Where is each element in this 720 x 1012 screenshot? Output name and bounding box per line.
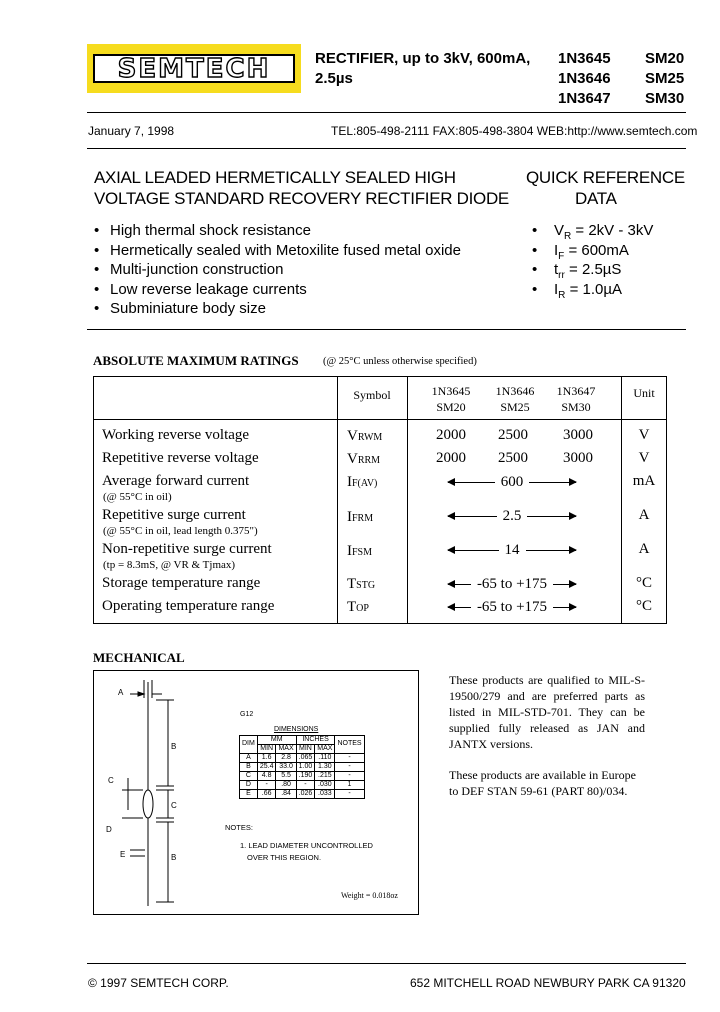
dimension-header: NOTES (335, 735, 364, 753)
table-cell: - (296, 780, 315, 789)
arrow-right-icon (527, 516, 576, 517)
quick-reference-item: • $I_R = 1.0\mu A$ (532, 281, 623, 301)
part-column-header: 1N3647 (556, 384, 596, 398)
parameter-name: Operating temperature range (102, 598, 275, 614)
rating-value: 3000 (563, 450, 593, 466)
part-number: SM25 (645, 70, 685, 87)
part-column-header: SM20 (436, 400, 466, 414)
table-row (240, 753, 365, 762)
dimension-label: C (108, 776, 114, 785)
quick-reference-heading-line2: DATA (575, 189, 617, 208)
table-cell: 25.4 (257, 762, 276, 771)
rating-unit: A (638, 507, 650, 523)
table-cell: 1.00 (296, 762, 315, 771)
table-cell: .190 (296, 771, 315, 780)
arrow-left-icon (448, 550, 499, 551)
table-cell: 1 (335, 780, 364, 789)
arrow-left-icon (448, 584, 471, 585)
parameter-name: Working reverse voltage (102, 427, 250, 443)
table-cell: .065 (296, 753, 315, 762)
parameter-name: Average forward current (102, 473, 250, 489)
copyright: © 1997 SEMTECH CORP. (88, 976, 229, 990)
rating-value: 2000 (436, 427, 466, 443)
dimension-label: B (171, 742, 177, 751)
table-cell: 1.6 (257, 753, 276, 762)
table-cell: D (240, 780, 258, 789)
table-cell: .110 (315, 753, 335, 762)
part-column-header: SM25 (500, 400, 530, 414)
rating-value: 2500 (498, 450, 528, 466)
parameter-name: Non-repetitive surge current (102, 541, 272, 557)
dimension-label: B (171, 853, 177, 862)
dimension-header: DIM (240, 735, 258, 753)
contact-info: TEL:805-498-2111 FAX:805-498-3804 WEB:http://www.semtech.com (331, 124, 698, 138)
feature-item: • Subminiature body size (94, 300, 266, 317)
divider (87, 963, 686, 964)
table-cell: C (240, 771, 258, 780)
parameter-symbol: TSTG (347, 576, 376, 592)
table-cell: .84 (276, 789, 296, 798)
table-row (240, 780, 365, 789)
parameter-symbol: IFRM (347, 509, 374, 525)
part-column-header: 1N3646 (495, 384, 535, 398)
description-heading-line1: AXIAL LEADED HERMETICALLY SEALED HIGH (94, 168, 456, 187)
note-text: OVER THIS REGION. (247, 853, 322, 862)
part-column-header: SM30 (561, 400, 591, 414)
table-row (240, 762, 365, 771)
feature-item: • Hermetically sealed with Metoxilite fused metal oxide (94, 242, 461, 259)
symbol-column-header: Symbol (353, 388, 391, 402)
column-rule (337, 376, 338, 624)
parameter-condition: (@ 55°C in oil, lead length 0.375") (103, 525, 258, 537)
quick-reference-heading-line1: QUICK REFERENCE (526, 168, 685, 187)
arrow-left-icon (448, 516, 497, 517)
table-cell: .66 (257, 789, 276, 798)
table-cell: .030 (315, 780, 335, 789)
unit-column-header: Unit (633, 386, 655, 400)
parameter-symbol: VRRM (347, 451, 381, 467)
ratings-condition: (@ 25°C unless otherwise specified) (323, 356, 477, 367)
value-range-arrow (448, 541, 576, 559)
ratings-title: ABSOLUTE MAXIMUM RATINGS (93, 353, 299, 368)
dimension-subheader: MAX (315, 744, 335, 753)
parameter-name: Repetitive surge current (102, 507, 246, 523)
part-number: SM20 (645, 50, 685, 67)
value-range-arrow (448, 598, 576, 616)
dimension-label: C (171, 801, 177, 810)
table-cell: - (257, 780, 276, 789)
notes-title: NOTES: (225, 823, 253, 832)
dimension-label: A (118, 688, 124, 697)
value-range-arrow (448, 507, 576, 525)
dimension-subheader: MIN (257, 744, 276, 753)
rating-unit: V (638, 427, 650, 443)
table-row (240, 789, 365, 798)
rating-unit: mA (632, 473, 656, 489)
divider (87, 112, 686, 113)
arrow-right-icon (553, 607, 576, 608)
arrow-right-icon (526, 550, 577, 551)
feature-item: • Low reverse leakage currents (94, 281, 307, 298)
rating-unit: V (638, 450, 650, 466)
diode-outline-drawing (100, 680, 190, 910)
rating-value: 2.5 (497, 508, 528, 525)
table-cell: 5.5 (276, 771, 296, 780)
company-address: 652 MITCHELL ROAD NEWBURY PARK CA 91320 (410, 976, 686, 990)
rating-unit: °C (635, 598, 652, 614)
part-number: SM30 (645, 90, 685, 107)
parameter-name: Storage temperature range (102, 575, 261, 591)
part-column-header: 1N3645 (431, 384, 471, 398)
rating-unit: °C (635, 575, 652, 591)
ratings-header-rule (93, 419, 667, 420)
parameter-symbol: TOP (347, 599, 369, 615)
table-cell: 4.8 (257, 771, 276, 780)
rating-value: 14 (499, 542, 526, 559)
quick-reference-item: • $t_{rr} = 2.5\mu S$ (532, 261, 622, 281)
dimension-label: E (120, 850, 126, 859)
parameter-symbol: IF(AV) (347, 474, 378, 490)
product-title-line1: RECTIFIER, up to 3kV, 600mA, (315, 50, 531, 67)
description-heading-line2: VOLTAGE STANDARD RECOVERY RECTIFIER DIODE (94, 189, 509, 208)
dimensions-table (239, 726, 365, 799)
column-rule (407, 376, 408, 624)
package-code: G12 (240, 711, 254, 718)
rating-value: 600 (495, 474, 530, 491)
dimension-subheader: MAX (276, 744, 296, 753)
table-cell: - (335, 789, 364, 798)
table-cell: 2.8 (276, 753, 296, 762)
table-cell: B (240, 762, 258, 771)
semtech-logo (87, 44, 301, 93)
table-cell: - (335, 753, 364, 762)
table-cell: 1.30 (315, 762, 335, 771)
part-number: 1N3647 (558, 90, 611, 107)
feature-item: • High thermal shock resistance (94, 222, 311, 239)
table-cell: 33.0 (276, 762, 296, 771)
table-cell: .026 (296, 789, 315, 798)
table-cell: A (240, 753, 258, 762)
dimensions-table-title: DIMENSIONS (273, 726, 319, 734)
mechanical-title: MECHANICAL (93, 650, 185, 665)
arrow-right-icon (553, 584, 576, 585)
rating-unit: A (638, 541, 650, 557)
parameter-name: Repetitive reverse voltage (102, 450, 259, 466)
quick-reference-item: • $I_F = 600mA$ (532, 242, 629, 262)
quick-reference-item: • $V_R = 2kV - 3kV$ (532, 222, 654, 242)
rating-value: 2000 (436, 450, 466, 466)
table-cell: - (335, 771, 364, 780)
value-range-arrow (448, 473, 576, 491)
part-number: 1N3646 (558, 70, 611, 87)
table-row (240, 771, 365, 780)
part-number: 1N3645 (558, 50, 611, 67)
arrow-left-icon (448, 482, 495, 483)
rating-value: 2500 (498, 427, 528, 443)
dimension-header: INCHES (296, 735, 335, 744)
dimension-label: D (106, 825, 112, 834)
parameter-condition: (@ 55°C in oil) (103, 491, 172, 503)
table-cell: .215 (315, 771, 335, 780)
logo-text: SEMTECH (117, 53, 271, 84)
logo-frame (93, 54, 295, 83)
table-cell: .033 (315, 789, 335, 798)
arrow-left-icon (448, 607, 471, 608)
divider (87, 148, 686, 149)
weight-label: Weight = 0.018oz (341, 891, 398, 900)
parameter-symbol: IFSM (347, 543, 373, 559)
divider (87, 329, 686, 330)
document-date: January 7, 1998 (88, 124, 175, 138)
parameter-condition: (tp = 8.3mS, @ VR & Tjmax) (103, 559, 236, 571)
rating-value: -65 to +175 (471, 599, 553, 616)
rating-value: 3000 (563, 427, 593, 443)
arrow-right-icon (529, 482, 576, 483)
table-cell: - (335, 762, 364, 771)
dimension-header: MM (257, 735, 296, 744)
availability-paragraph: These products are available in Europe to DEF STAN 59-61 (PART 80)/034. (449, 768, 636, 798)
feature-item: • Multi-junction construction (94, 261, 284, 278)
parameter-symbol: VRWM (347, 428, 383, 444)
rating-value: -65 to +175 (471, 576, 553, 593)
dimension-subheader: MIN (296, 744, 315, 753)
qualification-paragraph: These products are qualified to MIL-S-19500/279 and are preferred parts as listed in MIL-STD-701. They can be supplied fully released as JAN and JANTX versions. (449, 673, 645, 751)
value-range-arrow (448, 575, 576, 593)
table-cell: E (240, 789, 258, 798)
note-text: 1. LEAD DIAMETER UNCONTROLLED (240, 841, 373, 850)
product-title-line2: 2.5µs (315, 70, 353, 87)
table-cell: .80 (276, 780, 296, 789)
